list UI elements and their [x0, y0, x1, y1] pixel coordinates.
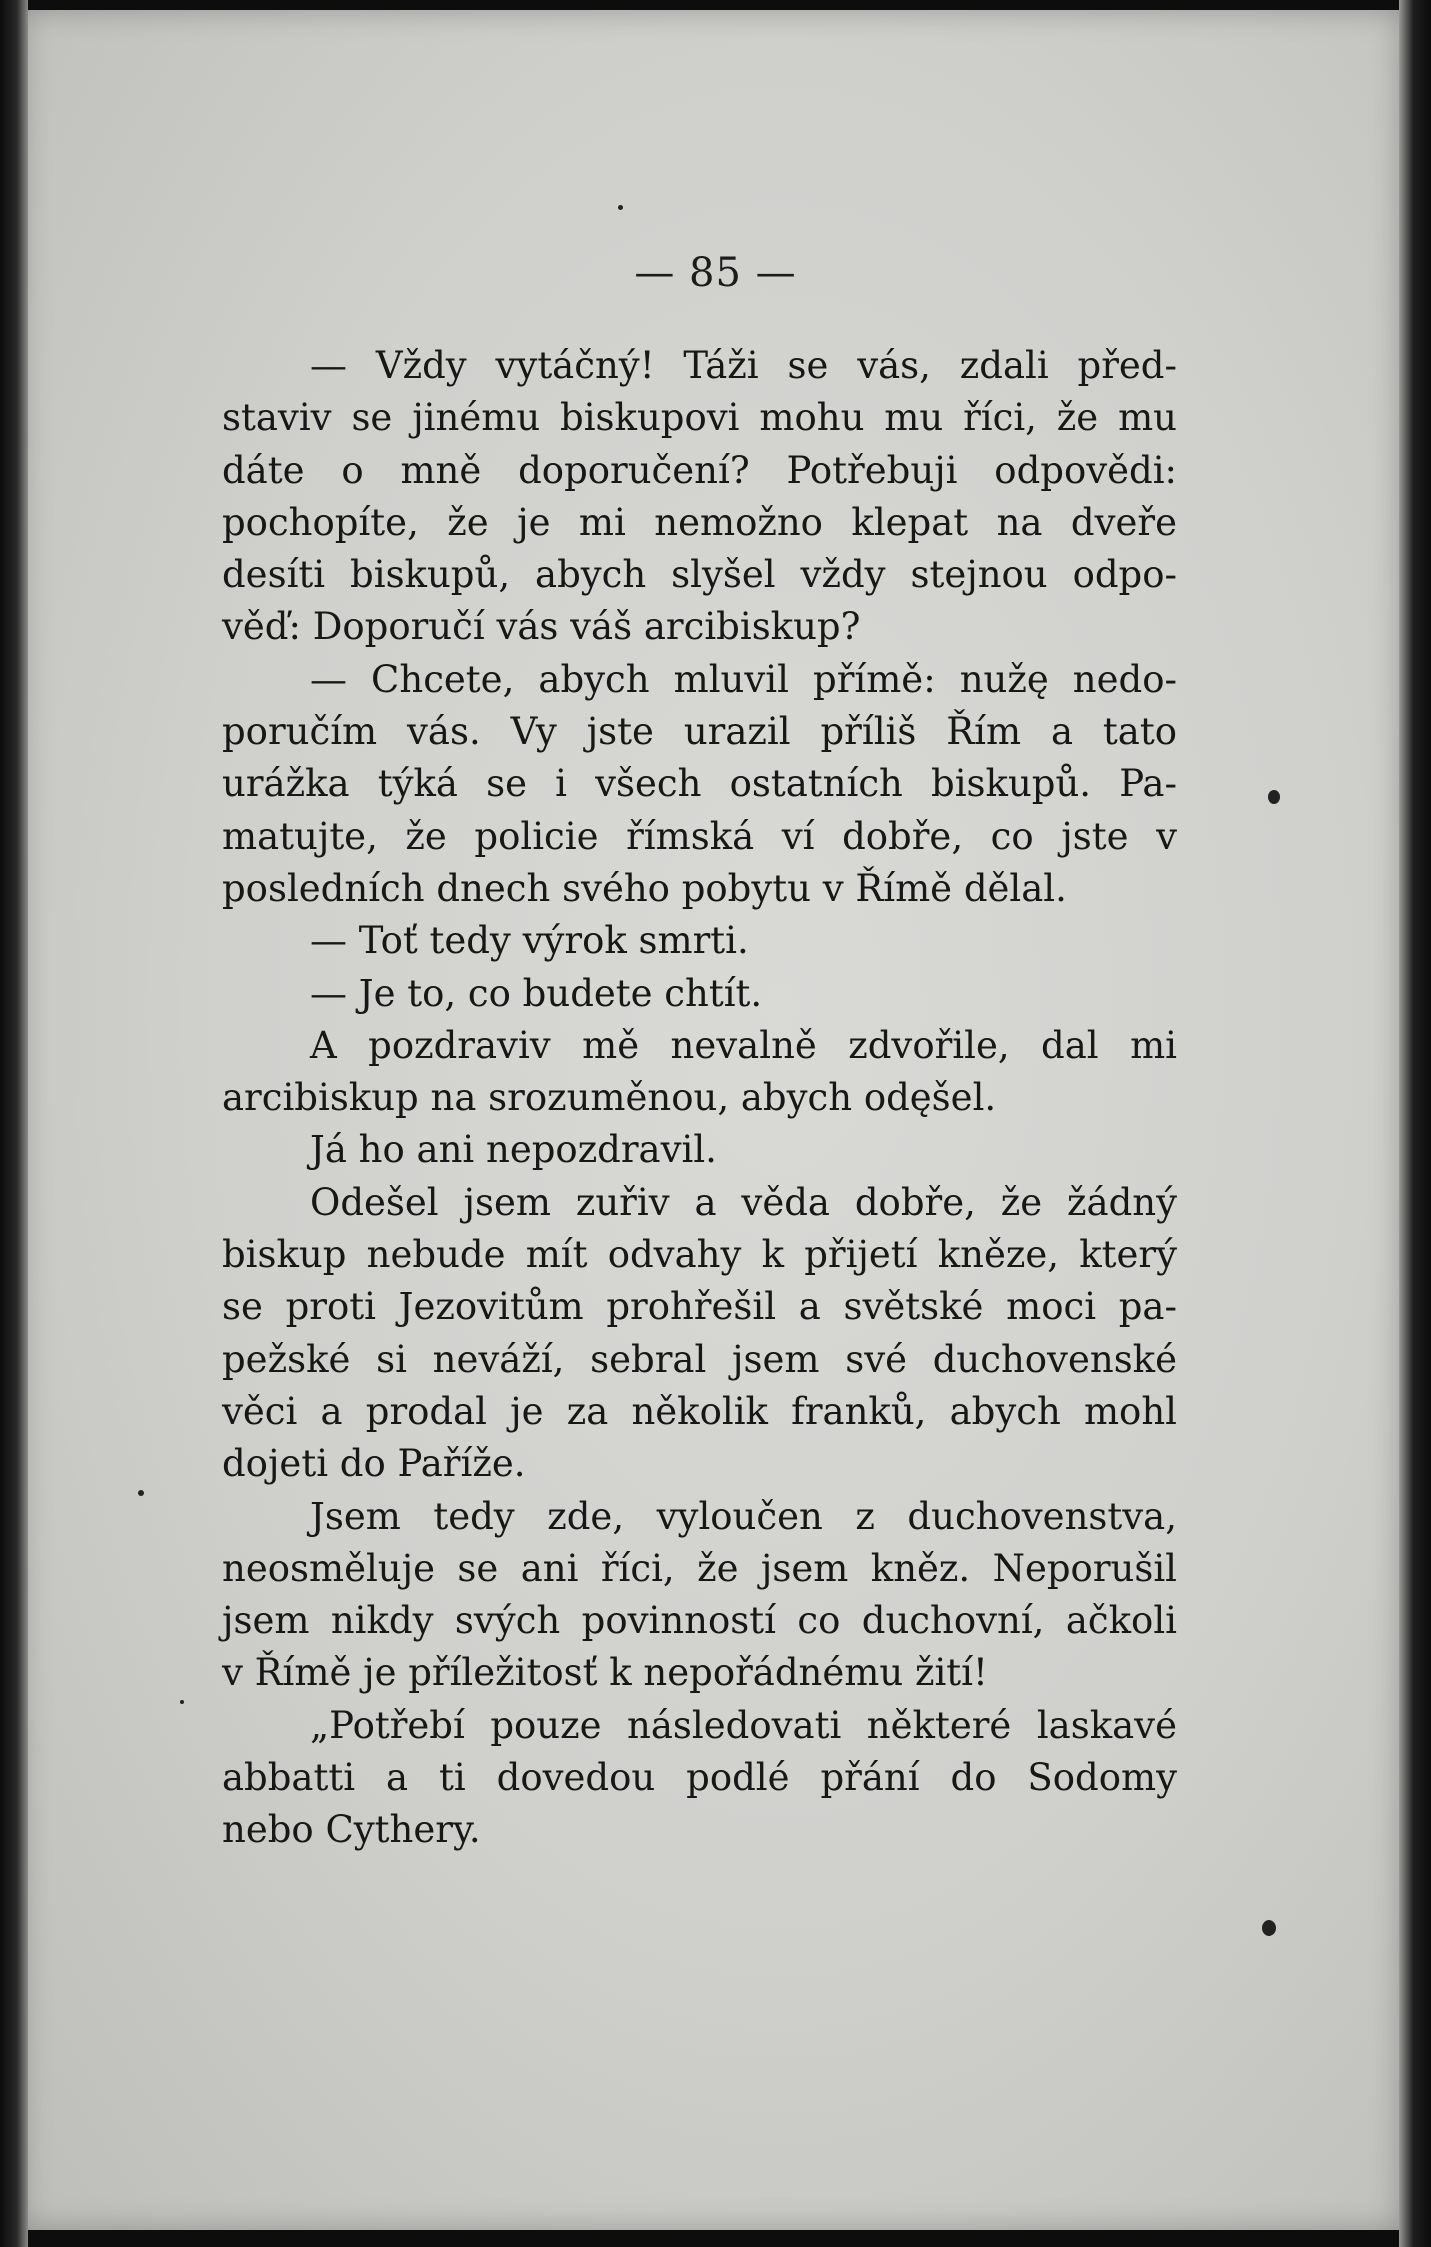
- page-right-edge: [1399, 0, 1431, 2247]
- text-line: v Římě je příležitosť k nepořádnému žití!: [222, 1651, 988, 1695]
- scan-speck: [180, 1700, 184, 1704]
- text-line: Jsem tedy zde, vyloučen z duchovenstva,: [310, 1494, 1177, 1538]
- text-line: — Vždy vytáčný! Táži se vás, zdali před-: [310, 344, 1177, 387]
- text-line: věci a prodal je za několik franků, abych mohl: [222, 1389, 1177, 1433]
- text-line: urážka týká se i všech ostatních biskupů. Pa-: [222, 762, 1177, 806]
- text-line: dojeti do Paříže.: [222, 1442, 526, 1486]
- text-line: Odešel jsem zuřiv a věda dobře, že žádný: [310, 1180, 1177, 1224]
- scan-speck: [1262, 1920, 1276, 1936]
- text-line: se proti Jezovitům prohřešil a světské moci pa-: [222, 1285, 1177, 1329]
- text-line: Já ho ani nepozdravil.: [310, 1128, 717, 1172]
- scan-speck: [618, 205, 623, 210]
- text-line: neosměluje se ani říci, že jsem kněz. Neporušil: [222, 1546, 1177, 1590]
- text-line: dáte o mně doporučení? Potřebuji odpovědi:: [222, 448, 1177, 492]
- scan-speck: [138, 1490, 144, 1496]
- text-line: posledních dnech svého pobytu v Římě dělal.: [222, 866, 1067, 910]
- text-line: — Chcete, abych mluvil přímě: nužę nedo-: [310, 657, 1177, 701]
- text-line: — Je to, co budete chtít.: [310, 971, 763, 1015]
- text-line: jsem nikdy svých povinností co duchovní, ačkoli: [222, 1599, 1177, 1643]
- text-line: biskup nebude mít odvahy k přijetí kněze, který: [222, 1233, 1177, 1277]
- text-line: pežské si neváží, sebral jsem své duchovenské: [222, 1337, 1177, 1381]
- text-line: staviv se jinému biskupovi mohu mu říci, že mu: [222, 396, 1177, 440]
- text-line: nebo Cythery.: [222, 1808, 481, 1852]
- text-line: věď: Doporučí vás váš arcibiskup?: [222, 605, 861, 649]
- page-left-edge: [0, 0, 28, 2247]
- scan-speck: [1268, 790, 1280, 804]
- text-line: abbatti a ti dovedou podlé přání do Sodomy: [222, 1756, 1177, 1800]
- body-text: [222, 340, 1177, 1857]
- text-line: — Toť tedy výrok smrti.: [310, 919, 749, 963]
- text-line: A pozdraviv mě nevalně zdvořile, dal mi: [310, 1023, 1177, 1067]
- text-line: „Potřebí pouze následovati některé laskavé: [310, 1703, 1177, 1747]
- text-line: poručím vás. Vy jste urazil příliš Řím a tato: [222, 710, 1177, 754]
- text-line: pochopíte, že je mi nemožno klepat na dveře: [222, 500, 1177, 544]
- text-line: matujte, že policie římská ví dobře, co jste v: [222, 814, 1177, 858]
- text-line: desíti biskupů, abych slyšel vždy stejnou odpo-: [222, 553, 1177, 597]
- text-line: arcibiskup na srozuměnou, abych odęšel.: [222, 1076, 997, 1120]
- page-number: — 85 —: [634, 250, 797, 296]
